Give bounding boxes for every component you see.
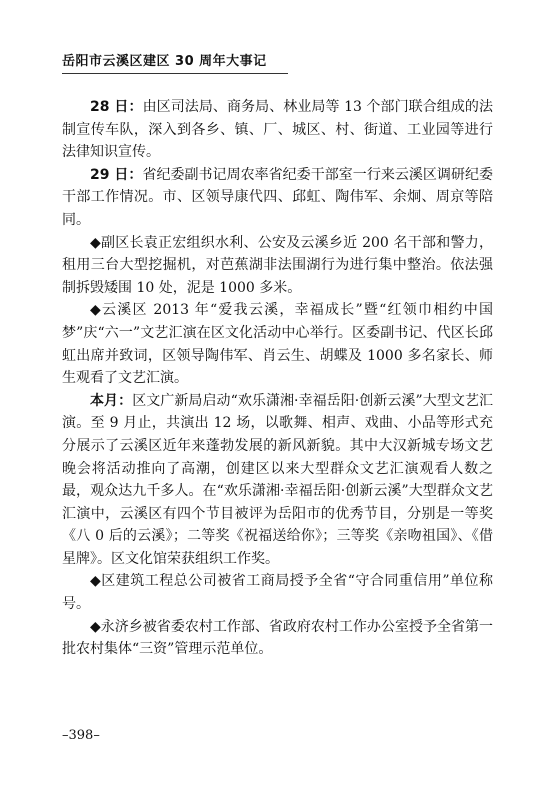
entry-paragraph	[62, 616, 493, 661]
entry-text: ◆区建筑工程总公司被省工商局授予全省“守合同重信用”单位称号。	[62, 573, 493, 613]
running-title: 岳阳市云溪区建区 30 周年大事记	[62, 54, 267, 69]
entry-paragraph	[62, 96, 493, 164]
entry-text: 由区司法局、商务局、林业局等 13 个部门联合组成的法制宣传车队，深入到各乡、镇、厂、城区、村、街道、工业园等进行法律知识宣传。	[62, 99, 493, 161]
entry-paragraph	[62, 232, 493, 300]
entry-text: 省纪委副书记周农率省纪委干部室一行来云溪区调研纪委干部工作情况。市、区领导康代四、邱虹、陶伟军、余炯、周京等陪同。	[62, 166, 494, 228]
entry-paragraph	[62, 570, 493, 615]
entry-text: ◆永济乡被省委农村工作部、省政府农村工作办公室授予全省第一批农村集体“三资”管理示范单位。	[62, 618, 493, 658]
entry-date: 29 日：	[90, 166, 143, 183]
entry-text: ◆云溪区 2013 年“爱我云溪，幸福成长”暨“红领巾相约中国梦”庆“六一”文艺汇演在区文化活动中心举行。区委副书记、代区长邱虹出席并致词，区领导陶伟军、肖云生、胡蝶及 1000 多名家长、师生观看了文艺汇演。	[62, 302, 493, 387]
entry-paragraph	[62, 390, 493, 571]
page-number: –398–	[62, 728, 100, 743]
entry-text: 区文广新局启动“欢乐潇湘·幸福岳阳·创新云溪”大型文艺汇演。至 9 月止，共演出 12 场，以歌舞、相声、戏曲、小品等形式充分展示了云溪区近年来蓬勃发展的新风新貌。其中大汉新城专场文艺晚会将活动推向了高潮，创建区以来大型群众文艺汇演观看人数之最，观众达九千多人。在“欢乐潇湘·幸福岳阳·创新云溪”大型群众文艺汇演中，云溪区有四个节目被评为岳阳市的优秀节目，分别是一等奖《八 0 后的云溪》；二等奖《祝福送给你》；三等奖《亲吻祖国》、《借星牌》。区文化馆荣获组织工作奖。	[62, 392, 494, 567]
entry-text: ◆副区长袁正宏组织水利、公安及云溪乡近 200 名干部和警力，租用三台大型挖掘机，对芭蕉湖非法围湖行为进行集中整治。依法强制拆毁矮围 10 处，泥是 1000 多米。	[62, 234, 493, 296]
entry-paragraph	[62, 299, 493, 389]
entry-date: 本月：	[90, 392, 133, 409]
header-rule	[62, 73, 288, 74]
entry-paragraph	[62, 164, 493, 232]
entry-date: 28 日：	[90, 99, 143, 115]
body-text	[62, 96, 493, 661]
